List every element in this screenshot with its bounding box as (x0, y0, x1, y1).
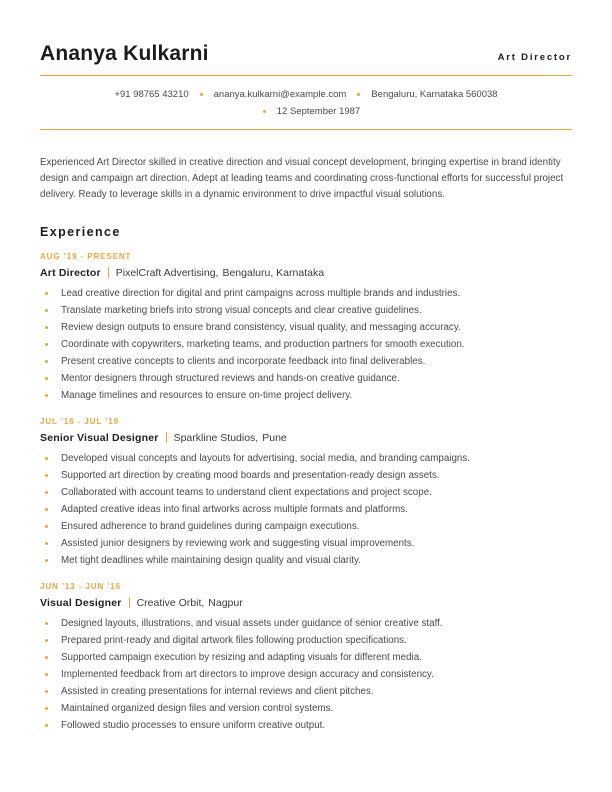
job-bullet-text: Assisted in creating presentations for internal reviews and client pitches. (61, 685, 374, 697)
contact-birth-date: 12 September 1987 (276, 106, 361, 118)
bullet-icon (45, 673, 48, 676)
summary-paragraph: Experienced Art Director skilled in creative direction and visual concept development, bringing expertise in brand identity design and campaign art direction. Adept at leading teams and coordinating cross-functional efforts for successful project delivery. Ready to leverage skills in a dynamic environment to drive impactful visual solutions. (40, 157, 564, 200)
header-divider-bottom (40, 129, 572, 130)
job-bullet-item (40, 501, 572, 518)
bullet-icon (45, 292, 48, 295)
job-bullet-item (40, 666, 572, 683)
job-bullet-item (40, 450, 572, 467)
contact-line-2 (40, 103, 572, 120)
job-bullet-text: Mentor designers through structured reviews and hands-on creative guidance. (61, 372, 400, 384)
job-entry (40, 417, 572, 569)
job-title: Art Director (40, 266, 101, 279)
bullet-icon (45, 559, 48, 562)
bullet-icon (45, 457, 48, 460)
job-dates: JUL ’16 - JUL ’19 (40, 416, 120, 426)
pipe-separator-icon (108, 267, 109, 278)
bullet-icon (45, 508, 48, 511)
candidate-name: Ananya Kulkarni (40, 42, 209, 65)
job-bullet-text: Adapted creative ideas into final artworks across multiple formats and platforms. (61, 503, 408, 515)
contact-bar (40, 76, 572, 129)
bullet-icon (45, 707, 48, 710)
job-bullet-item (40, 285, 572, 302)
job-bullet-item (40, 615, 572, 632)
job-company: PixelCraft Advertising, (115, 266, 219, 279)
job-bullet-text: Assisted junior designers by reviewing work and suggesting visual improvements. (61, 537, 415, 549)
bullet-icon (45, 724, 48, 727)
job-bullet-text: Collaborated with account teams to understand client expectations and project scope. (61, 486, 432, 498)
bullet-icon (45, 474, 48, 477)
contact-location: Bengaluru, Karnataka 560038 (371, 89, 498, 101)
job-bullet-text: Ensured adherence to brand guidelines during campaign executions. (61, 520, 360, 532)
bullet-icon (45, 622, 48, 625)
job-bullet-item (40, 535, 572, 552)
bullet-icon (45, 542, 48, 545)
job-bullet-item (40, 632, 572, 649)
job-location: Nagpur (208, 596, 243, 609)
bullet-icon (45, 326, 48, 329)
bullet-icon (45, 690, 48, 693)
job-title-line (40, 432, 572, 444)
bullet-icon (45, 309, 48, 312)
job-bullet-item (40, 319, 572, 336)
job-bullet-text: Coordinate with copywriters, marketing teams, and production partners for smooth execution. (61, 338, 465, 350)
contact-phone: +91 98765 43210 (114, 89, 189, 101)
bullet-icon (45, 639, 48, 642)
job-bullet-item (40, 336, 572, 353)
job-bullet-item (40, 370, 572, 387)
job-entry (40, 252, 572, 404)
contact-line-1 (40, 86, 572, 103)
job-bullet-list (40, 615, 572, 734)
job-dates: JUN ’13 - JUN ’16 (40, 581, 122, 591)
job-bullet-item (40, 649, 572, 666)
job-bullet-text: Present creative concepts to clients and incorporate feedback into final deliverables. (61, 355, 426, 367)
job-location: Bengaluru, Karnataka (222, 266, 325, 279)
bullet-icon (45, 343, 48, 346)
job-bullet-item (40, 717, 572, 734)
job-title-line (40, 267, 572, 279)
job-bullet-text: Maintained organized design files and version control systems. (61, 702, 334, 714)
job-bullet-text: Manage timelines and resources to ensure on-time project delivery. (61, 389, 353, 401)
bullet-icon (45, 525, 48, 528)
job-bullet-item (40, 683, 572, 700)
job-bullet-text: Met tight deadlines while maintaining design quality and visual clarity. (61, 554, 361, 566)
bullet-icon (45, 491, 48, 494)
candidate-title: Art Director (497, 52, 572, 63)
job-bullet-text: Lead creative direction for digital and print campaigns across multiple brands and industries. (61, 287, 461, 299)
job-bullet-item (40, 700, 572, 717)
job-bullet-text: Supported campaign execution by resizing and adapting visuals for different media. (61, 651, 422, 663)
job-company: Creative Orbit, (136, 596, 205, 609)
job-location: Pune (262, 431, 287, 444)
bullet-icon (45, 360, 48, 363)
job-entry (40, 582, 572, 734)
job-bullet-text: Followed studio processes to ensure uniform creative output. (61, 719, 326, 731)
job-bullet-item (40, 467, 572, 484)
job-bullet-text: Designed layouts, illustrations, and visual assets under guidance of senior creative staff. (61, 617, 443, 629)
contact-email: ananya.kulkarni@example.com (213, 89, 347, 101)
job-dates: AUG ’19 - PRESENT (40, 251, 132, 261)
job-bullet-text: Developed visual concepts and layouts for advertising, social media, and branding campaigns. (61, 452, 470, 464)
job-bullet-text: Supported art direction by creating mood boards and presentation-ready design assets. (61, 469, 440, 481)
bullet-icon (45, 656, 48, 659)
job-bullet-list (40, 285, 572, 404)
bullet-separator-icon (200, 93, 203, 96)
header (40, 42, 572, 66)
bullet-icon (45, 394, 48, 397)
job-bullet-text: Implemented feedback from art directors to improve design accuracy and consistency. (61, 668, 434, 680)
job-title: Senior Visual Designer (40, 431, 159, 444)
bullet-separator-icon (263, 110, 266, 113)
bullet-separator-icon (357, 93, 360, 96)
bullet-icon (45, 377, 48, 380)
job-company: Sparkline Studios, (173, 431, 259, 444)
job-bullet-item (40, 353, 572, 370)
job-bullet-item (40, 387, 572, 404)
experience-section-heading: Experience (40, 224, 121, 239)
job-bullet-item (40, 518, 572, 535)
job-bullet-item (40, 484, 572, 501)
job-bullet-text: Translate marketing briefs into strong visual concepts and clear creative guidelines. (61, 304, 422, 316)
pipe-separator-icon (166, 432, 167, 443)
job-title-line (40, 597, 572, 609)
job-bullet-text: Prepared print-ready and digital artwork files following production specifications. (61, 634, 407, 646)
job-bullet-item (40, 552, 572, 569)
pipe-separator-icon (129, 597, 130, 608)
job-bullet-list (40, 450, 572, 569)
job-bullet-item (40, 302, 572, 319)
job-title: Visual Designer (40, 596, 122, 609)
job-bullet-text: Review design outputs to ensure brand consistency, visual quality, and messaging accuracy. (61, 321, 461, 333)
